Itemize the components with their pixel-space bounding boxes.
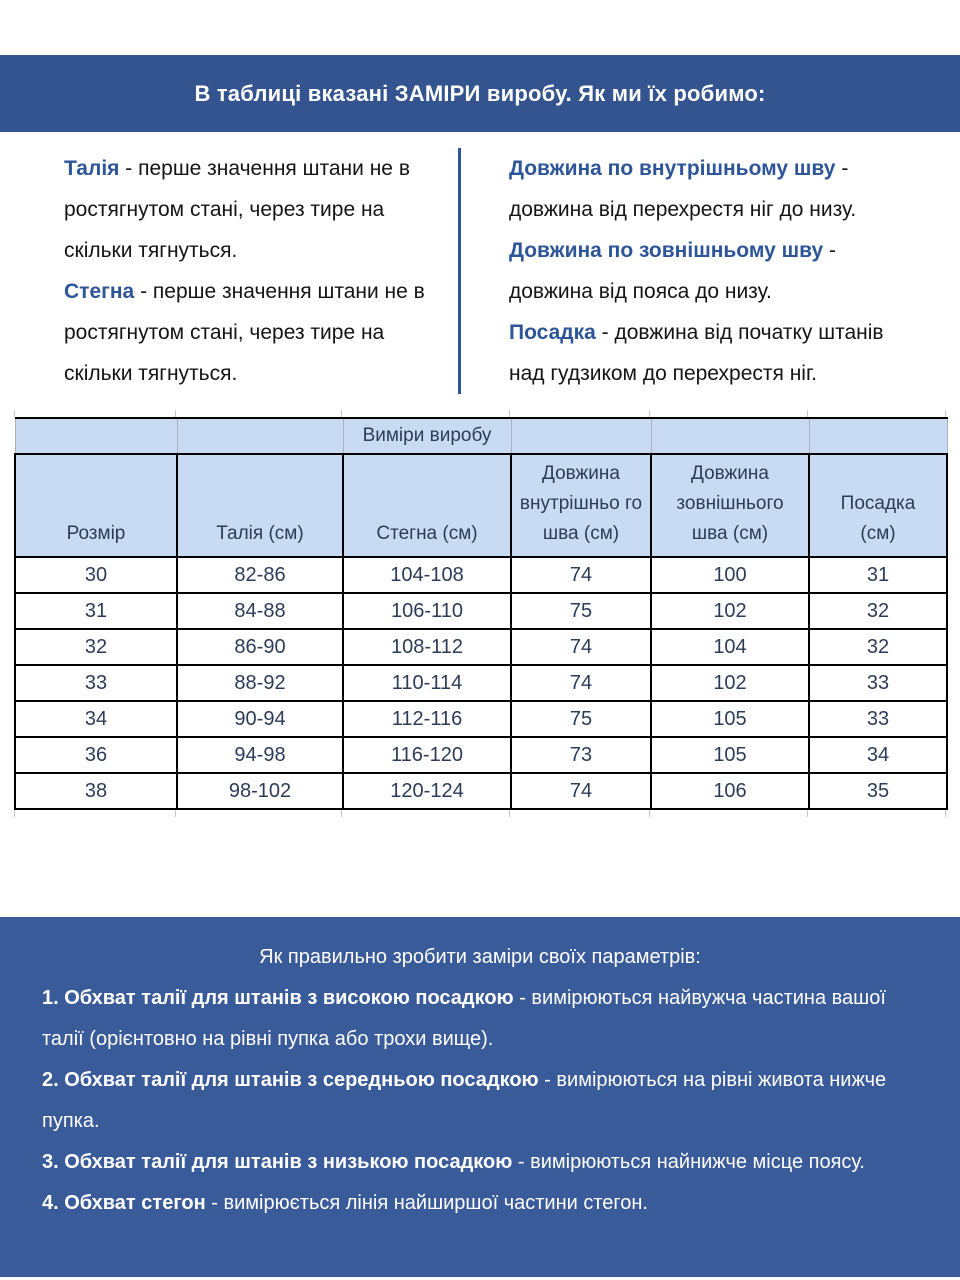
definition-term: Довжина по внутрішньому шву — [509, 157, 836, 180]
definition-outer-seam — [509, 230, 904, 312]
table-cell: 105 — [651, 737, 809, 773]
definition-stegna — [64, 271, 436, 394]
instruction-item-1 — [42, 978, 918, 1060]
size-table — [14, 417, 948, 810]
table-row — [15, 629, 947, 665]
definition-text: - перше значення штани не в ростягнутом стані, через тире на скільки тягнуться. — [64, 280, 425, 385]
table-cell: 34 — [15, 701, 177, 737]
table-top-gridline-stub — [14, 410, 946, 417]
instructions-title: Як правильно зробити заміри своїх параметрів: — [259, 946, 701, 968]
definition-text: - довжина від перехрестя ніг до низу. — [509, 157, 857, 221]
column-header-rise: Посадка (см) — [809, 454, 947, 557]
instruction-bold: 1. Обхват талії для штанів з високою посадкою — [42, 987, 514, 1009]
column-header-outseam: Довжина зовнішнього шва (см) — [651, 454, 809, 557]
table-cell: 90-94 — [177, 701, 343, 737]
table-row — [15, 773, 947, 809]
table-caption-cell — [809, 418, 947, 454]
table-cell: 74 — [511, 629, 651, 665]
table-cell: 86-90 — [177, 629, 343, 665]
definition-talia — [64, 148, 436, 271]
definition-text: - перше значення штани не в ростягнутом стані, через тире на скільки тягнуться. — [64, 157, 410, 262]
table-cell: 38 — [15, 773, 177, 809]
table-cell: 75 — [511, 593, 651, 629]
table-cell: 120-124 — [343, 773, 511, 809]
instruction-bold: 4. Обхват стегон — [42, 1192, 206, 1214]
table-cell: 73 — [511, 737, 651, 773]
instruction-item-2 — [42, 1060, 918, 1142]
size-table-section — [14, 410, 946, 817]
definition-term: Посадка — [509, 321, 596, 344]
definitions-section — [0, 146, 960, 396]
table-header-row — [15, 454, 947, 557]
table-body — [15, 557, 947, 809]
table-cell: 31 — [809, 557, 947, 593]
table-cell: 104 — [651, 629, 809, 665]
definition-inner-seam — [509, 148, 904, 230]
table-bottom-gridline-stub — [14, 810, 946, 817]
table-cell: 35 — [809, 773, 947, 809]
table-caption-cell — [511, 418, 651, 454]
column-header-inseam: Довжина внутрішньо го шва (см) — [511, 454, 651, 557]
table-cell: 106 — [651, 773, 809, 809]
definition-term: Талія — [64, 157, 120, 180]
table-cell: 74 — [511, 557, 651, 593]
table-cell: 84-88 — [177, 593, 343, 629]
instruction-item-3 — [42, 1142, 918, 1183]
table-row — [15, 665, 947, 701]
header-banner — [0, 55, 960, 132]
table-cell: 100 — [651, 557, 809, 593]
table-cell: 75 — [511, 701, 651, 737]
table-row — [15, 593, 947, 629]
table-cell: 74 — [511, 665, 651, 701]
table-row — [15, 737, 947, 773]
table-cell: 98-102 — [177, 773, 343, 809]
table-row — [15, 557, 947, 593]
definition-term: Довжина по зовнішньому шву — [509, 239, 824, 262]
instruction-bold: 3. Обхват талії для штанів з низькою посадкою — [42, 1151, 513, 1173]
table-cell: 33 — [809, 665, 947, 701]
instruction-item-4 — [42, 1183, 918, 1224]
table-cell: 102 — [651, 665, 809, 701]
definition-term: Стегна — [64, 280, 135, 303]
table-cell: 94-98 — [177, 737, 343, 773]
instructions-section — [0, 917, 960, 1277]
table-cell: 34 — [809, 737, 947, 773]
banner-title: В таблиці вказані ЗАМІРИ виробу. Як ми їх робимо: — [194, 80, 766, 106]
table-caption: Виміри виробу — [343, 418, 511, 454]
table-cell: 32 — [15, 629, 177, 665]
table-caption-row — [15, 418, 947, 454]
table-cell: 32 — [809, 629, 947, 665]
definition-text: - довжина від пояса до низу. — [509, 239, 837, 303]
table-cell: 110-114 — [343, 665, 511, 701]
definitions-left-column — [0, 146, 458, 396]
table-row — [15, 701, 947, 737]
column-header-hips: Стегна (см) — [343, 454, 511, 557]
table-cell: 36 — [15, 737, 177, 773]
table-cell: 30 — [15, 557, 177, 593]
table-cell: 33 — [15, 665, 177, 701]
table-cell: 74 — [511, 773, 651, 809]
instruction-text: - вимірюються на рівні живота нижче пупка. — [42, 1069, 887, 1132]
table-cell: 106-110 — [343, 593, 511, 629]
table-caption-cell — [651, 418, 809, 454]
table-cell: 33 — [809, 701, 947, 737]
table-caption-cell — [15, 418, 177, 454]
definitions-right-column — [461, 146, 960, 396]
instruction-text: - вимірюються найнижче місце поясу. — [512, 1151, 865, 1173]
column-header-waist: Талія (см) — [177, 454, 343, 557]
table-cell: 32 — [809, 593, 947, 629]
table-cell: 88-92 — [177, 665, 343, 701]
definition-posadka — [509, 312, 904, 394]
table-cell: 108-112 — [343, 629, 511, 665]
column-header-size: Розмір — [15, 454, 177, 557]
instruction-text: - вимірюються найвужча частина вашої талії (орієнтовно на рівні пупка або трохи вище). — [42, 987, 886, 1050]
top-margin — [0, 0, 960, 55]
definition-text: - довжина від початку штанів над гудзиком до перехрестя ніг. — [509, 321, 884, 385]
table-cell: 105 — [651, 701, 809, 737]
table-caption-cell — [177, 418, 343, 454]
table-cell: 104-108 — [343, 557, 511, 593]
table-cell: 116-120 — [343, 737, 511, 773]
instruction-text: - вимірюється лінія найширшої частини стегон. — [205, 1192, 648, 1214]
table-cell: 31 — [15, 593, 177, 629]
table-cell: 112-116 — [343, 701, 511, 737]
table-cell: 82-86 — [177, 557, 343, 593]
table-cell: 102 — [651, 593, 809, 629]
instruction-bold: 2. Обхват талії для штанів з середньою посадкою — [42, 1069, 539, 1091]
